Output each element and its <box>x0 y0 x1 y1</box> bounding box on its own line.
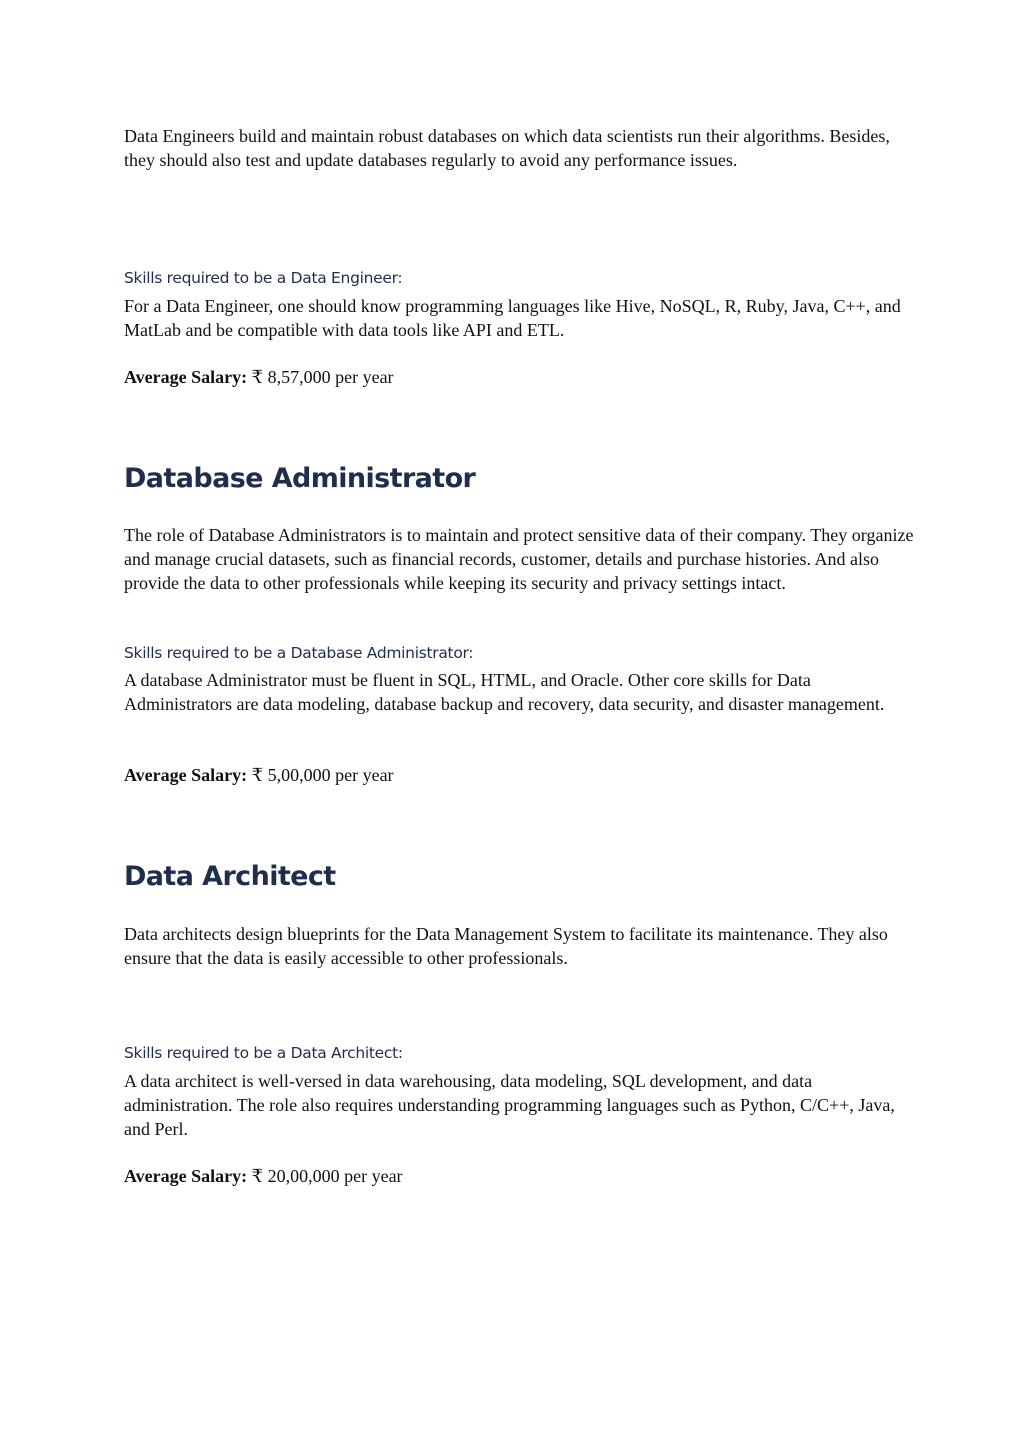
data-architect-skills-text: A data architect is well-versed in data warehousing, data modeling, SQL development, and data administration. The role also requires understanding programming languages such as Python, C/C++, Java, and Perl. <box>124 1071 895 1139</box>
data-engineer-skills-text: For a Data Engineer, one should know programming languages like Hive, NoSQL, R, Ruby, Java, C++, and MatLab and be compatible with data tools like API and ETL. <box>124 296 901 340</box>
data-engineer-salary <box>124 365 914 389</box>
intro-paragraph: Data Engineers build and maintain robust databases on which data scientists run their algorithms. Besides, they should also test and update databases regularly to avoid any performance issues. <box>124 126 890 170</box>
data-architect-skills-heading: Skills required to be a Data Architect: <box>124 1044 403 1062</box>
database-administrator-salary <box>124 763 914 787</box>
salary-value: ₹ 8,57,000 per year <box>251 367 394 387</box>
salary-label: Average Salary: <box>124 1166 248 1186</box>
database-administrator-skills-heading: Skills required to be a Database Administrator: <box>124 644 474 662</box>
data-engineer-skills-heading: Skills required to be a Data Engineer: <box>124 269 403 287</box>
salary-label: Average Salary: <box>124 367 248 387</box>
database-administrator-title: Database Administrator <box>124 463 476 494</box>
database-administrator-skills-text: A database Administrator must be fluent in SQL, HTML, and Oracle. Other core skills for Data Administrators are data modeling, database backup and recovery, data security, and disaster management. <box>124 670 885 714</box>
salary-label: Average Salary: <box>124 765 248 785</box>
data-architect-title: Data Architect <box>124 861 336 892</box>
database-administrator-description: The role of Database Administrators is to maintain and protect sensitive data of their company. They organize and manage crucial datasets, such as financial records, customer, details and purchase histories. And also provide the data to other professionals while keeping its security and privacy settings intact. <box>124 525 914 593</box>
data-architect-salary <box>124 1164 914 1188</box>
salary-value: ₹ 20,00,000 per year <box>251 1166 403 1186</box>
salary-value: ₹ 5,00,000 per year <box>251 765 394 785</box>
data-architect-description: Data architects design blueprints for the Data Management System to facilitate its maintenance. They also ensure that the data is easily accessible to other professionals. <box>124 924 888 968</box>
